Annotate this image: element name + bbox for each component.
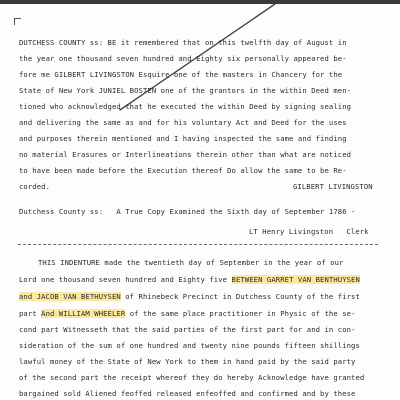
section-divider: [18, 244, 378, 245]
ack-line-10: corded.: [19, 182, 50, 191]
indenture-line-3: [19, 293, 360, 301]
ack-signature: GILBERT LIVINGSTON: [293, 182, 373, 191]
ack-line-7: and purposes therein mentioned and I having inspected the same and finding: [19, 134, 347, 143]
indenture-line-7: lawful money of the State of New York to them in hand paid by the said party: [19, 357, 356, 366]
highlight-grantor-1: BETWEEN GARRET VAN BENTHUYSEN: [231, 275, 360, 284]
ack-line-3: fore me GILBERT LIVINGSTON Esquire one of the masters in Chancery for the: [19, 70, 343, 79]
indenture-line-8: of the second part the receipt whereof they do hereby Acknowledge have granted: [19, 373, 365, 382]
ack-line-2: the year one thousand seven hundred and Eighty six personally appeared be-: [19, 54, 347, 63]
indenture-line-4-text: of the same place practitioner in Physic of the se-: [125, 309, 356, 318]
indenture-line-1: THIS INDENTURE made the twentieth day of September in the year of our: [38, 258, 344, 267]
ack-line-1: DUTCHESS COUNTY ss: BE it remembered that on this twelfth day of August in: [19, 38, 347, 47]
ack-line-8: no material Erasures or Interlineations therein other than what are noticed: [19, 150, 352, 159]
indenture-line-2-text: Lord one thousand seven hundred and Eighty five: [19, 275, 232, 284]
ack-line-5: tioned who acknowledged that he executed the within Deed by signing sealing: [19, 102, 352, 111]
indenture-line-9: bargained sold Aliened feoffed released enfeoffed and confirmed and by these: [19, 389, 356, 398]
highlight-grantee: And WILLIAM WHEELER: [41, 309, 126, 318]
examination-line: Dutchess County ss: A True Copy Examined the Sixth day of September 1786 -: [19, 207, 356, 216]
ack-line-9: to have been made before the Execution thereof Do allow the same to be Re-: [19, 166, 347, 175]
indenture-line-2: [19, 276, 360, 284]
indenture-line-3-text: of Rhinebeck Precinct in Dutchess County of the first: [120, 292, 360, 301]
indenture-line-4: [19, 310, 355, 318]
indenture-line-6: sideration of the sum of one hundred and twenty nine pounds fifteen shillings: [19, 341, 360, 350]
clerk-signature-line: LT Henry Livingston Clerk: [249, 227, 369, 236]
indenture-line-4-pre: part: [19, 309, 42, 318]
ack-line-4: State of New York JUNIEL BOSTEN one of the grantors in the within Deed men-: [19, 86, 352, 95]
highlight-grantor-2: and JACOB VAN BETHUYSEN: [19, 292, 121, 301]
ack-line-6: and delivering the same as and for his voluntary Act and Deed for the uses: [19, 118, 347, 127]
indenture-line-5: cond part Witnesseth that the said parties of the first part for and in con-: [19, 325, 356, 334]
